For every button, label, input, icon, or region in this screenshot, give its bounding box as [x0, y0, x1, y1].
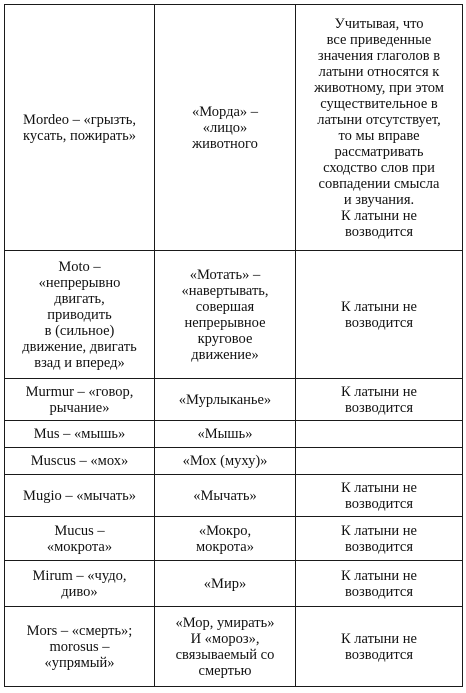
note-cell: Учитывая, что все приведенные значения глаголов в латыни относятся к животному, при этом существительное в латыни отсутствует, то мы вправе рассматривать сходство слов при совпадении смысла и звучания. К латыни не возводится: [296, 5, 463, 251]
table-row: [5, 448, 463, 475]
note-cell: К латыни не возводится: [296, 379, 463, 421]
note-cell: К латыни не возводится: [296, 561, 463, 607]
latin-word-cell: Mus – «мышь»: [5, 421, 155, 448]
latin-word-cell: Mugio – «мычать»: [5, 475, 155, 517]
table-row: [5, 5, 463, 251]
latin-word-cell: Muscus – «мох»: [5, 448, 155, 475]
table-row: [5, 251, 463, 379]
latin-word-cell: Mors – «смерть»; morosus – «упрямый»: [5, 607, 155, 687]
russian-word-cell: «Морда» – «лицо» животного: [155, 5, 296, 251]
russian-word-cell: «Мышь»: [155, 421, 296, 448]
note-cell: К латыни не возводится: [296, 475, 463, 517]
latin-word-cell: Mirum – «чудо, диво»: [5, 561, 155, 607]
russian-word-cell: «Мычать»: [155, 475, 296, 517]
latin-word-cell: Moto – «непрерывно двигать, приводить в (сильное) движение, двигать взад и вперед»: [5, 251, 155, 379]
russian-word-cell: «Мор, умирать» И «мороз», связываемый со смертью: [155, 607, 296, 687]
note-cell: [296, 448, 463, 475]
note-cell: [296, 421, 463, 448]
table-row: [5, 607, 463, 687]
russian-word-cell: «Мир»: [155, 561, 296, 607]
latin-word-cell: Murmur – «говор, рычание»: [5, 379, 155, 421]
russian-word-cell: «Мурлыканье»: [155, 379, 296, 421]
table-row: [5, 379, 463, 421]
table-row: [5, 421, 463, 448]
latin-word-cell: Mordeo – «грызть, кусать, пожирать»: [5, 5, 155, 251]
russian-word-cell: «Мотать» – «навертывать, совершая непрерывное круговое движение»: [155, 251, 296, 379]
table-row: [5, 517, 463, 561]
note-cell: К латыни не возводится: [296, 517, 463, 561]
etymology-table: [4, 4, 463, 687]
russian-word-cell: «Мох (муху)»: [155, 448, 296, 475]
note-cell: К латыни не возводится: [296, 607, 463, 687]
table-row: [5, 561, 463, 607]
table-row: [5, 475, 463, 517]
russian-word-cell: «Мокро, мокрота»: [155, 517, 296, 561]
latin-word-cell: Mucus – «мокрота»: [5, 517, 155, 561]
note-cell: К латыни не возводится: [296, 251, 463, 379]
